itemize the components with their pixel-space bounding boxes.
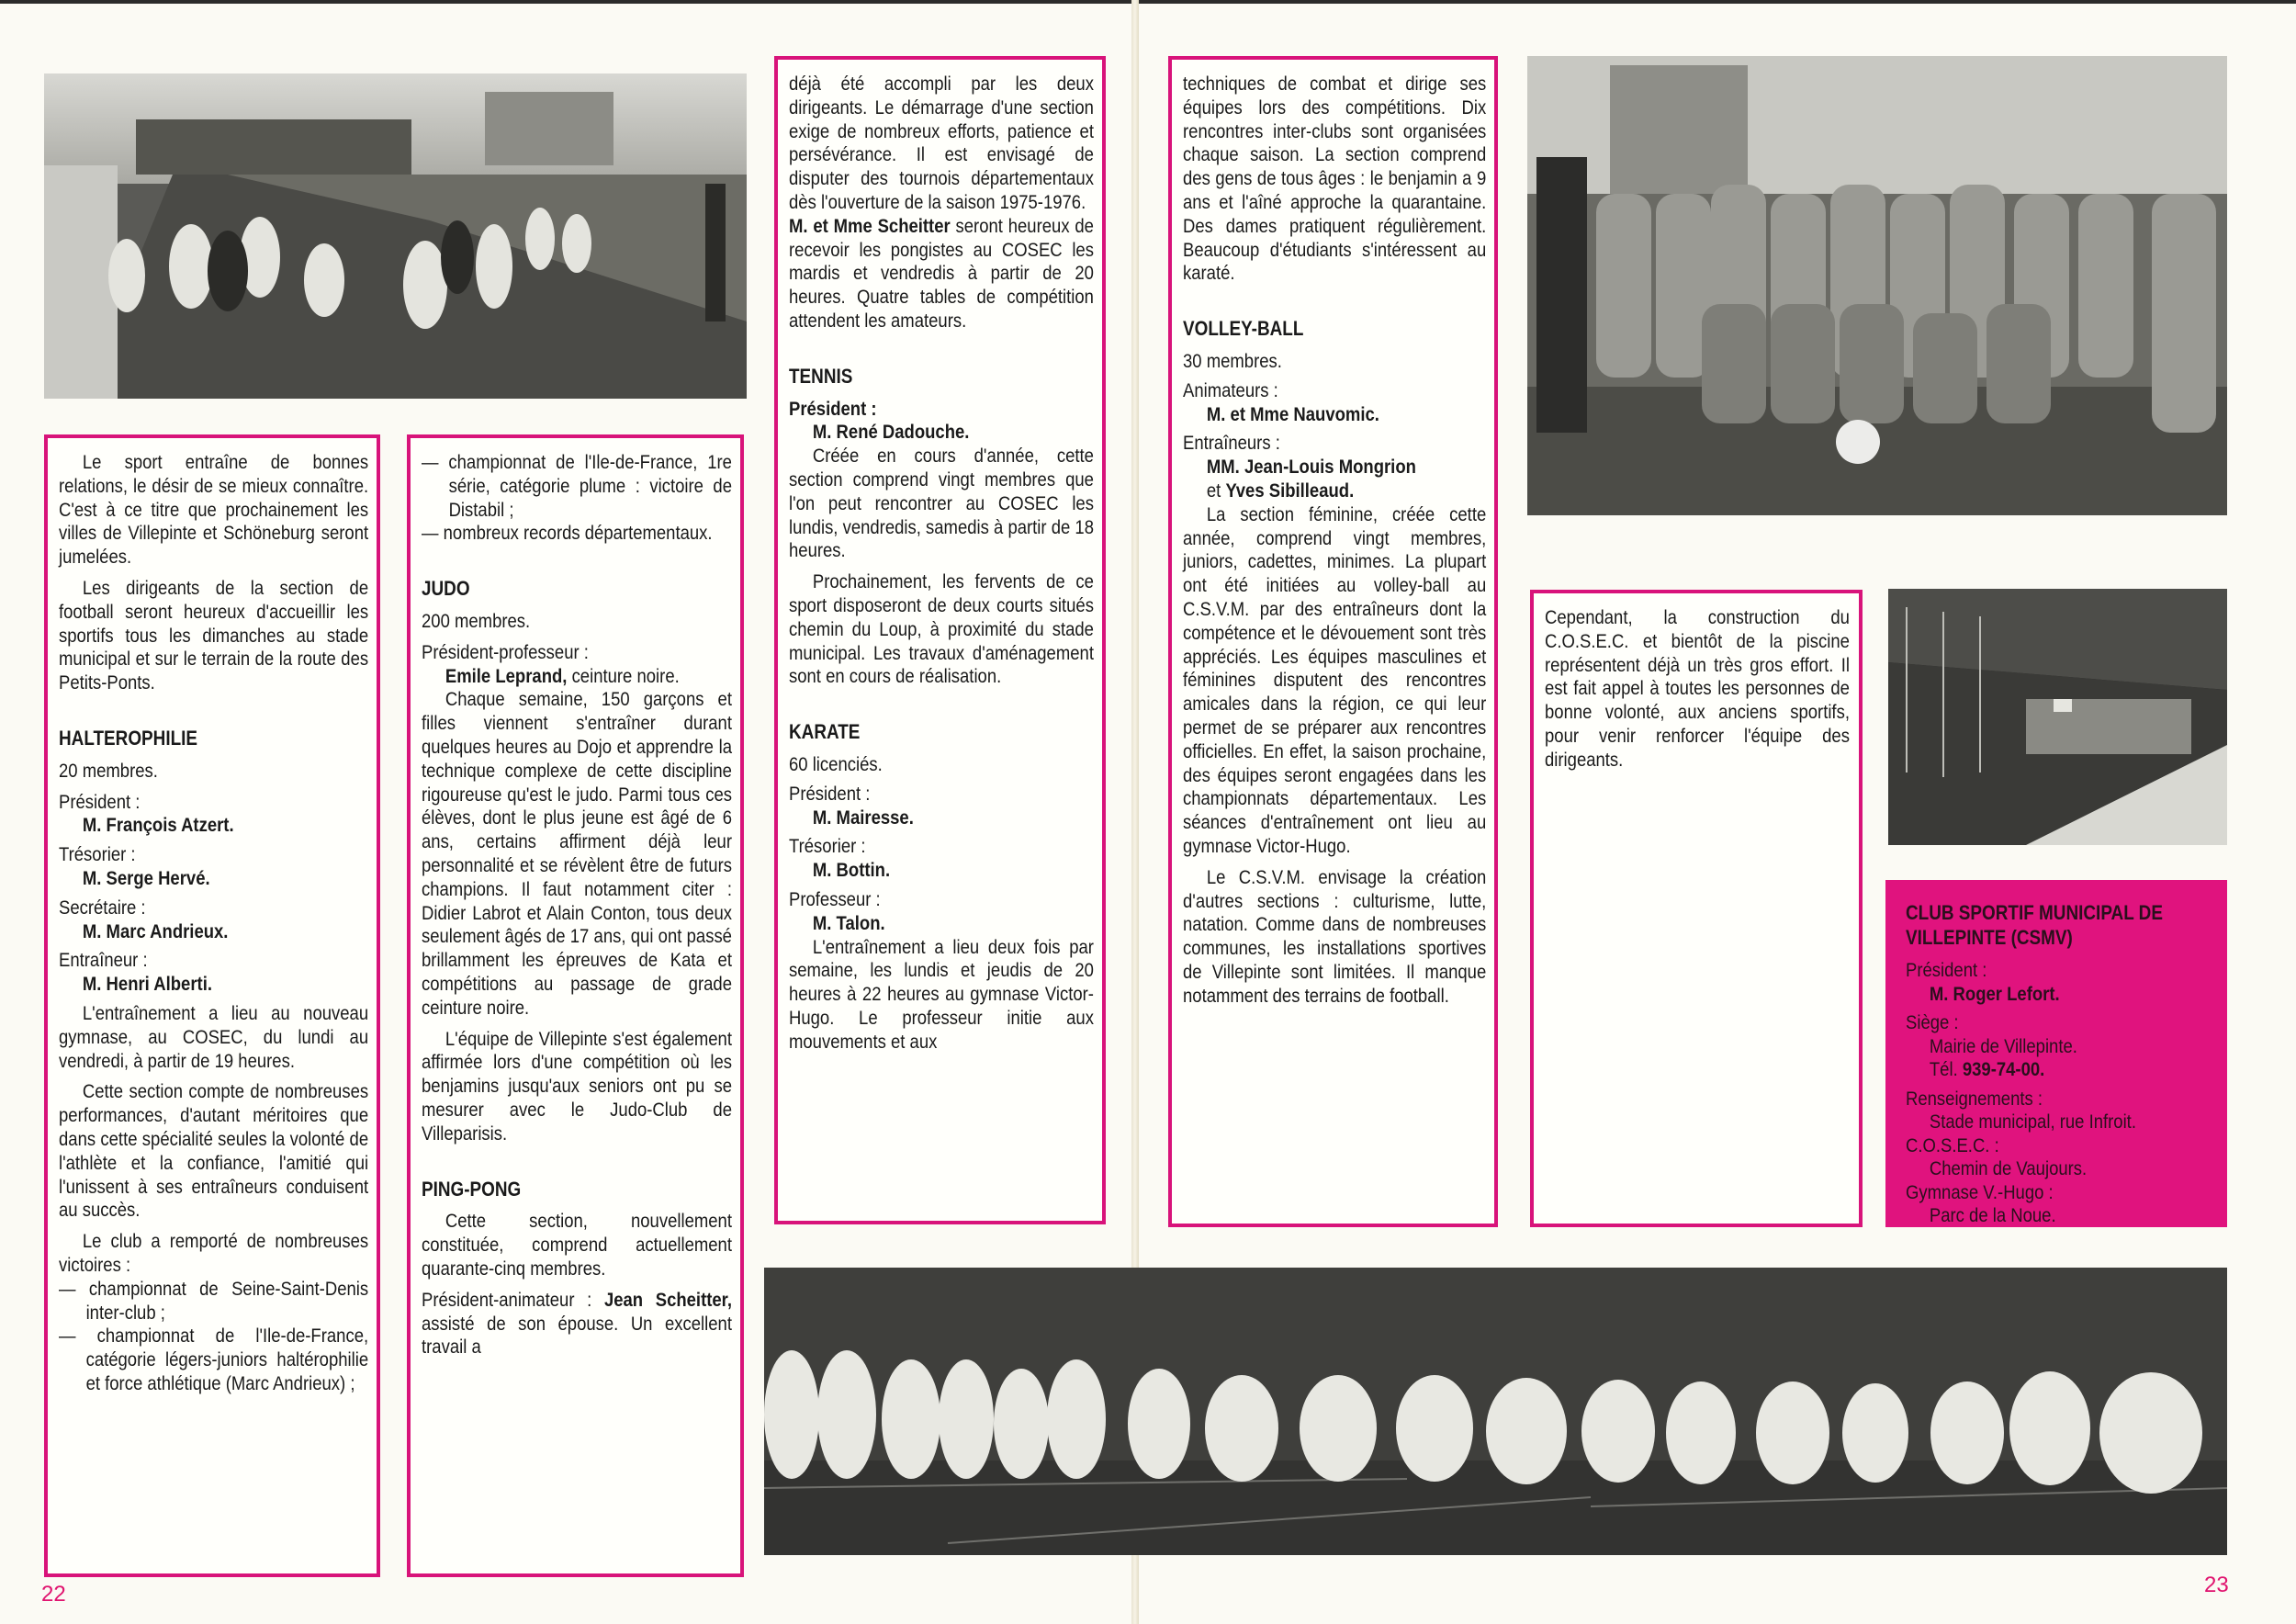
volley-paragraph-1: La section féminine, créée cette année, comprend vingt membres, juniors, cadettes, minimes. La plupart ont été initiées au volley-ball au C.S.V.M. par des entraîneurs dont la compétence et le dévouement sont très appréciés. Les équipes masculines et féminines disputent des rencontres amicales dans la région, ce qui leur permet de se préparer aux rencontres officielles. En effet, la saison prochaine, des équipes seront engagées dans les championnats départementaux. Les séances d'entraînement ont lieu au gymnase Victor-Hugo. xyxy=(1183,502,1487,857)
halterophilie-president-label: Président : xyxy=(59,790,141,813)
page-number-left: 22 xyxy=(41,1582,66,1607)
intro-paragraph-1: Le sport entraîne de bonnes relations, le désir de se mieux connaître. C'est à ce titre que prochainement les villes de Villepinte et Schöneburg seront jumelées. xyxy=(59,451,369,569)
page-number-right: 23 xyxy=(2204,1573,2229,1597)
victory-item-2: — championnat de l'Ile-de-France, catégorie légers-juniors haltérophilie et force athlétique (Marc Andrieux) ; xyxy=(59,1325,369,1394)
karate-professeur-label: Professeur : xyxy=(789,887,881,910)
scheitter-names: M. et Mme Scheitter xyxy=(789,214,951,237)
halterophilie-paragraph-1: L'entraînement a lieu au nouveau gymnase, au COSEC, du lundi au vendredi, à partir de 19 heures. xyxy=(59,1001,369,1072)
judo-paragraph-1: Chaque semaine, 150 garçons et filles viennent s'entraîner durant quelques heures au Dojo et apprendre la technique complexe de cette discipline rigoureuse qu'est le judo. Parmi tous ces élèves, dont le plus jeune est âgé de 6 ans, certains affirment déjà leur personnalité et se révèlent être de futurs champions. Il faut notamment citer : Didier Labrot et Alain Conton, tous deux seulement âgés de 17 ans, qui ont passé brillamment les épreuves de Kata et compétitions au passage de grade ceinture noire. xyxy=(422,688,732,1019)
photo-judo-group xyxy=(764,1268,2227,1555)
judo-president-name: Emile Leprand, xyxy=(445,664,568,687)
csmv-cosec-value: Chemin de Vaujours. xyxy=(1929,1157,2088,1179)
csmv-renseignements-label: Renseignements : xyxy=(1906,1087,2043,1110)
tennis-president-name: M. René Dadouche. xyxy=(812,421,970,444)
football-team-image xyxy=(1527,56,2227,515)
halterophilie-tresorier-name: M. Serge Hervé. xyxy=(82,866,210,889)
karate-paragraph-2: techniques de combat et dirige ses équipes lors des compétitions. Dix rencontres inter-clubs sont organisées chaque saison. La section comprend des gens de tous âges : le benjamin a 9 ans et l'aîné approche la quarantaine. Des dames pratiquent régulièrement. Beaucoup d'étudiants s'intéressent au karaté. xyxy=(1183,73,1487,285)
pingpong-paragraph-2: déjà été accompli par les deux dirigeants. Le démarrage d'une section exige de nombreux efforts, patience et persévérance. Il est envisagé de disputer des tournois départementaux dès l'ouverture de la saison 1975-1976. xyxy=(789,73,1094,213)
judo-paragraph-2: L'équipe de Villepinte s'est également affirmée lors d'une compétition où les benjamins jusqu'aux seniors ont pu se mesurer avec le Judo-Club de Villeparisis. xyxy=(422,1027,732,1145)
section-heading-halterophilie: HALTEROPHILIE xyxy=(59,726,198,750)
pingpong-president-line xyxy=(422,1289,732,1359)
tennis-paragraph-1: Créée en cours d'année, cette section comprend vingt membres que l'on peut rencontrer au COSEC les lundis, vendredis, samedis à partir de 18 heures. xyxy=(789,445,1094,562)
halterophilie-entraineur-name: M. Henri Alberti. xyxy=(82,973,212,996)
karate-president-label: Président : xyxy=(789,782,871,805)
section-heading-karate: KARATE xyxy=(789,720,861,744)
csmv-telephone xyxy=(1906,1058,2213,1082)
victory-item-4: — nombreux records départementaux. xyxy=(422,522,713,545)
volley-entraineurs-label: Entraîneurs : xyxy=(1183,432,1280,455)
csmv-renseignements-value: Stade municipal, rue Infroit. xyxy=(1929,1111,2136,1133)
csmv-info-box xyxy=(1885,880,2227,1227)
csmv-president-label: Président : xyxy=(1906,959,1987,981)
halterophilie-secretaire-name: M. Marc Andrieux. xyxy=(82,919,229,942)
page-top-edge xyxy=(0,0,2296,4)
victory-item-3: — championnat de l'Ile-de-France, 1re série, catégorie plume : victoire de Distabil ; xyxy=(422,451,732,521)
pingpong-paragraph-3-text: seront heureux de recevoir les pongistes au COSEC les mardis et vendredis à partir de 20 heures. Quatre tables de compétition attendent les amateurs. xyxy=(789,214,1094,332)
judo-group-image xyxy=(764,1268,2227,1555)
judo-president-line xyxy=(422,665,732,689)
section-heading-tennis: TENNIS xyxy=(789,364,853,388)
judo-president-suffix: ceinture noire. xyxy=(567,664,680,687)
volley-animateurs-name: M. et Mme Nauvomic. xyxy=(1206,402,1379,425)
csmv-president-name: M. Roger Lefort. xyxy=(1929,982,2060,1005)
volley-entraineurs-line-2 xyxy=(1183,479,1486,503)
section-heading-ping-pong: PING-PONG xyxy=(422,1177,522,1201)
text-box-column-1 xyxy=(44,434,380,1577)
photo-children-running xyxy=(44,73,747,399)
tennis-paragraph-2: Prochainement, les fervents de ce sport disposeront de deux courts situés chemin du Loup, à proximité du stade municipal. Les travaux d'aménagement sont en cours de réalisation. xyxy=(789,570,1094,688)
text-box-column-4 xyxy=(1168,56,1498,1227)
judo-members: 200 membres. xyxy=(422,609,531,632)
text-box-column-3 xyxy=(774,56,1106,1224)
csmv-gymnase-value: Parc de la Noue. xyxy=(1929,1204,2056,1226)
text-box-column-2 xyxy=(407,434,744,1577)
volley-members: 30 membres. xyxy=(1183,349,1282,372)
karate-tresorier-label: Trésorier : xyxy=(789,835,866,858)
victory-item-1: — championnat de Seine-Saint-Denis inter-club ; xyxy=(59,1277,369,1324)
closing-paragraph: Cependant, la construction du C.O.S.E.C. et bientôt de la piscine représentent déjà un très gros effort. Il est fait appel à toutes les personnes de bonne volonté, aux anciens sportifs, pour venir renforcer l'équipe des dirigeants. xyxy=(1545,606,1850,771)
karate-tresorier-name: M. Bottin. xyxy=(812,859,891,882)
pingpong-paragraph-1: Cette section, nouvellement constituée, comprend actuellement quarante-cinq membres. xyxy=(422,1210,732,1280)
tennis-president-label: Président : xyxy=(789,397,877,420)
gymnasium-image xyxy=(1888,589,2227,845)
children-running-image xyxy=(44,73,747,399)
volley-entraineurs-name-1: MM. Jean-Louis Mongrion xyxy=(1206,456,1416,479)
section-heading-judo: JUDO xyxy=(422,577,470,601)
volley-paragraph-2: Le C.S.V.M. envisage la création d'autres sections : culturisme, lutte, natation. Comme dans de nombreuses communes, les installations sportives de Villepinte sont limitées. Il manque notamment des terrains de football. xyxy=(1183,865,1487,1007)
csmv-gymnase-label: Gymnase V.-Hugo : xyxy=(1906,1180,2054,1203)
photo-football-team xyxy=(1527,56,2227,515)
csmv-siege-label: Siège : xyxy=(1906,1011,1959,1033)
volley-entraineurs-et: et xyxy=(1206,479,1226,502)
karate-paragraph-1: L'entraînement a lieu deux fois par semaine, les lundis et jeudis de 20 heures à 22 heures au gymnase Victor-Hugo. Le professeur initie aux mouvements et aux xyxy=(789,935,1094,1053)
halterophilie-paragraph-3: Le club a remporté de nombreuses victoires : xyxy=(59,1230,369,1276)
intro-paragraph-2: Les dirigeants de la section de football seront heureux d'accueillir les sportifs tous les dimanches au stade municipal et sur le terrain de la route des Petits-Ponts. xyxy=(59,576,369,694)
photo-gymnasium xyxy=(1888,589,2227,845)
csmv-title: CLUB SPORTIF MUNICIPAL DE VILLEPINTE (CSMV) xyxy=(1906,901,2163,949)
halterophilie-secretaire-label: Secrétaire : xyxy=(59,896,146,919)
halterophilie-president-name: M. François Atzert. xyxy=(82,814,234,837)
section-heading-volley-ball: VOLLEY-BALL xyxy=(1183,317,1304,341)
halterophilie-members: 20 membres. xyxy=(59,759,158,782)
halterophilie-entraineur-label: Entraîneur : xyxy=(59,949,148,972)
text-box-column-5 xyxy=(1530,590,1863,1227)
csmv-cosec-label: C.O.S.E.C. : xyxy=(1906,1133,1999,1156)
csmv-siege-value: Mairie de Villepinte. xyxy=(1929,1034,2077,1057)
judo-president-label: Président-professeur : xyxy=(422,640,589,663)
csmv-tel-value: 939-74-00. xyxy=(1962,1058,2045,1080)
volley-animateurs-label: Animateurs : xyxy=(1183,378,1278,401)
halterophilie-tresorier-label: Trésorier : xyxy=(59,843,136,866)
pingpong-president-name: Jean Scheitter, xyxy=(603,1288,732,1311)
karate-president-name: M. Mairesse. xyxy=(812,806,914,829)
pingpong-president-label: Président-animateur : xyxy=(422,1288,604,1311)
halterophilie-paragraph-2: Cette section compte de nombreuses performances, d'autant méritoires que dans cette spécialité seules la volonté de l'athlète et la confiance, l'amitié qui l'unissent à ses entraîneurs conduisent au succès. xyxy=(59,1080,369,1222)
karate-members: 60 licenciés. xyxy=(789,752,883,775)
pingpong-paragraph-3 xyxy=(789,215,1094,333)
csmv-tel-label: Tél. xyxy=(1929,1058,1963,1080)
volley-entraineurs-name-2: Yves Sibilleaud. xyxy=(1225,479,1355,502)
karate-professeur-name: M. Talon. xyxy=(812,911,885,934)
pingpong-president-suffix: assisté de son épouse. Un excellent travail a xyxy=(422,1312,732,1359)
